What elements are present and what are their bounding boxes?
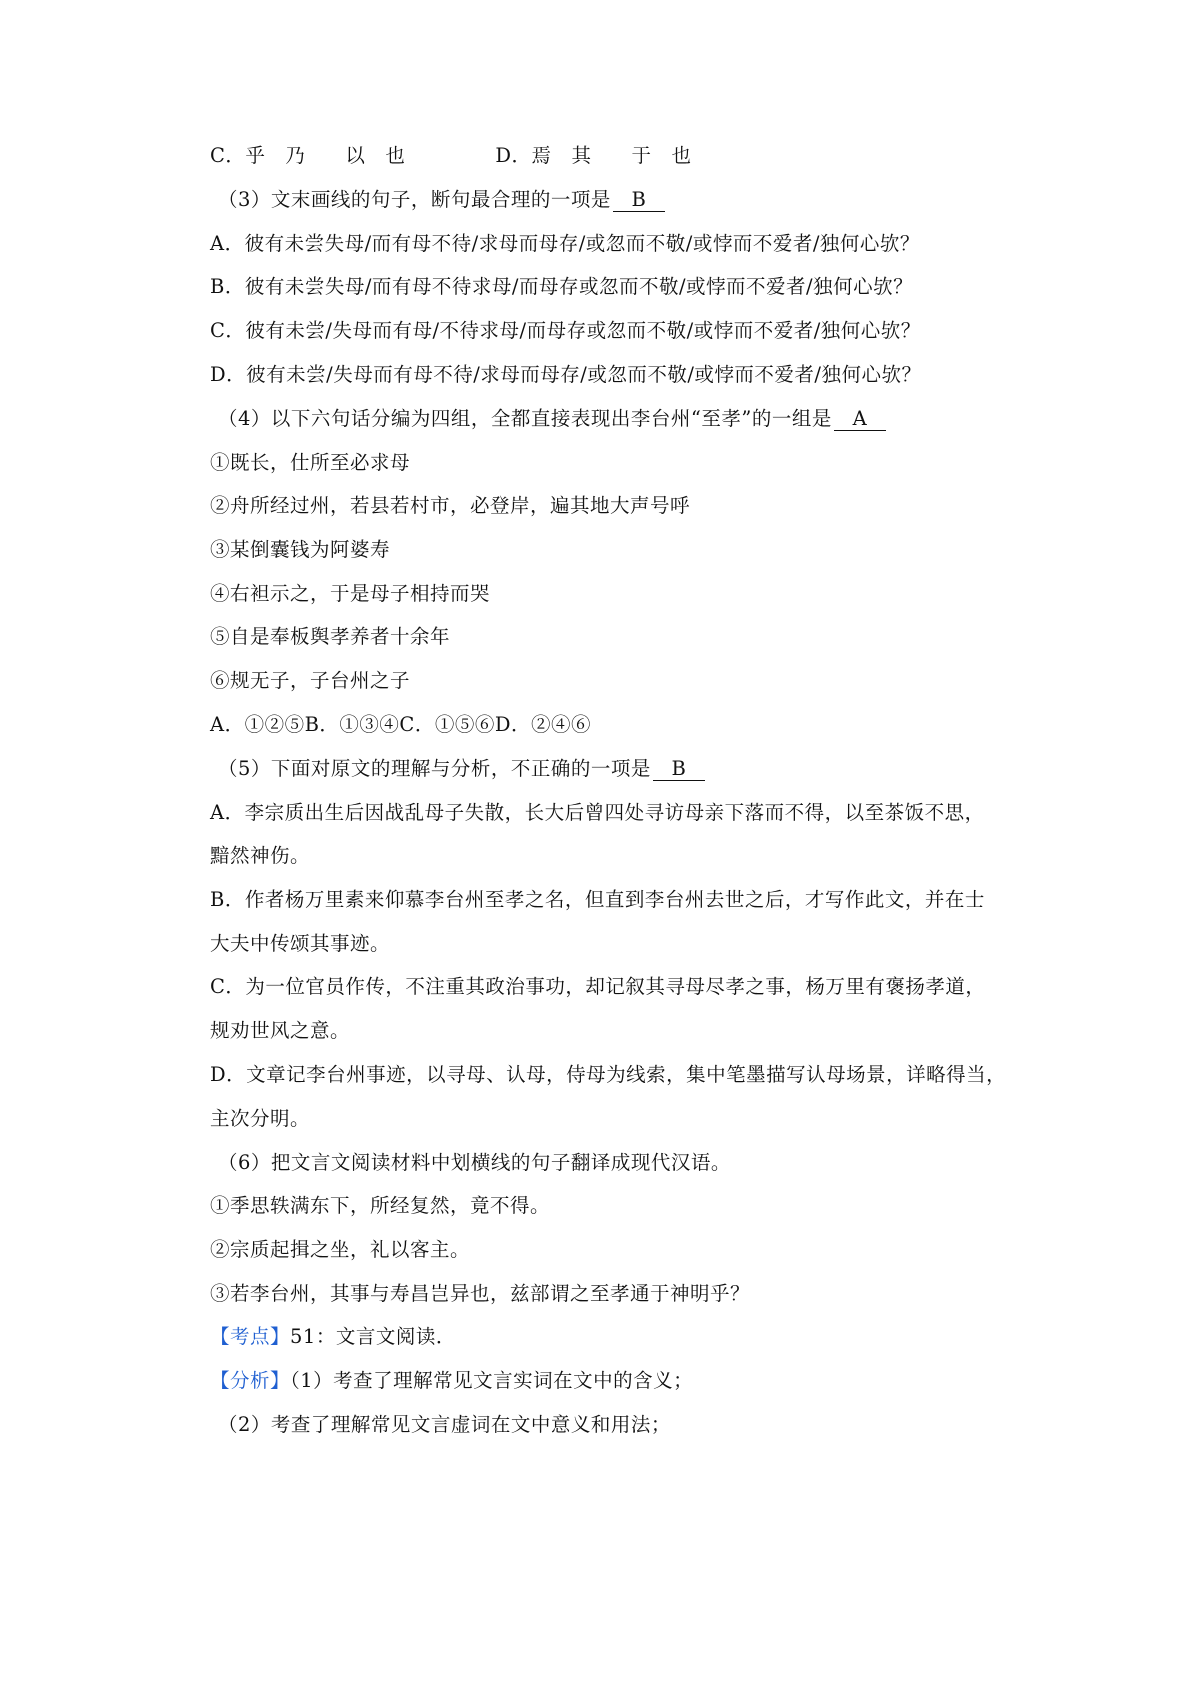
question-5-option-a-line-1: A．李宗质出生后因战乱母子失散，长大后曾四处寻访母亲下落而不得，以至茶饭不思， bbox=[210, 801, 985, 824]
question-3-stem bbox=[218, 186, 665, 214]
question-3-option-b: B．彼有未尝失母/而有母不待求母/而母存或忽而不敬/或悖而不爱者/独何心欤？ bbox=[210, 275, 914, 298]
question-3-option-d: D．彼有未尝/失母而有母不待/求母而母存/或忽而不敬/或悖而不爱者/独何心欤？ bbox=[210, 363, 922, 386]
question-5-option-c-line-1: C．为一位官员作传，不注重其政治事功，却记叙其寻母尽孝之事，杨万里有褒扬孝道， bbox=[210, 975, 986, 998]
question-4-item-3: ③某倒囊钱为阿婆寿 bbox=[210, 538, 391, 561]
question-6-stem: （6）把文言文阅读材料中划横线的句子翻译成现代汉语。 bbox=[218, 1151, 731, 1174]
analysis-line-2: （2）考查了理解常见文言虚词在文中意义和用法； bbox=[218, 1413, 671, 1436]
question-5-option-d-line-2: 主次分明。 bbox=[210, 1107, 311, 1130]
question-3-answer: B bbox=[613, 189, 665, 212]
question-5-option-a-line-2: 黯然神伤。 bbox=[210, 844, 311, 867]
question-5-option-c-line-2: 规劝世风之意。 bbox=[210, 1019, 351, 1042]
fenxi-text: （1）考查了理解常见文言实词在文中的含义； bbox=[290, 1369, 694, 1392]
question-5-option-b-line-1: B．作者杨万里素来仰慕李台州至孝之名，但直到李台州去世之后，才写作此文，并在士 bbox=[210, 888, 985, 911]
question-6-item-1: ①季思轶满东下，所经复然，竟不得。 bbox=[210, 1194, 551, 1217]
option-c: C．乎 乃 以 也 bbox=[210, 144, 406, 167]
question-4-item-2: ②舟所经过州，若县若村市，必登岸，遍其地大声号呼 bbox=[210, 494, 691, 517]
question-5-option-b-line-2: 大夫中传颂其事迹。 bbox=[210, 932, 391, 955]
question-4-item-1: ①既长，仕所至必求母 bbox=[210, 451, 411, 474]
question-4-options: A．①②⑤B．①③④C．①⑤⑥D．②④⑥ bbox=[210, 713, 591, 736]
fenxi-tag: 【分析】 bbox=[210, 1369, 291, 1392]
option-d: D．焉 其 于 也 bbox=[495, 144, 692, 167]
question-3-option-a: A．彼有未尝失母/而有母不待/求母而母存/或忽而不敬/或悖而不爱者/独何心欤？ bbox=[210, 232, 920, 255]
kaodian-line bbox=[210, 1323, 456, 1351]
options-row-cd bbox=[210, 142, 692, 170]
question-4-item-4: ④右袒示之，于是母子相持而哭 bbox=[210, 582, 491, 605]
fenxi-line bbox=[210, 1367, 693, 1395]
question-4-answer: A bbox=[834, 408, 886, 431]
question-6-item-2: ②宗质起揖之坐，礼以客主。 bbox=[210, 1238, 471, 1261]
question-5-text: （5）下面对原文的理解与分析，不正确的一项是 bbox=[218, 757, 651, 780]
question-4-item-6: ⑥规无子，子台州之子 bbox=[210, 669, 411, 692]
question-3-text: （3）文末画线的句子，断句最合理的一项是 bbox=[218, 188, 611, 211]
question-5-option-d-line-1: D．文章记李台州事迹，以寻母、认母，侍母为线索，集中笔墨描写认母场景，详略得当， bbox=[210, 1063, 1007, 1086]
question-4-text: （4）以下六句话分编为四组，全都直接表现出李台州“至孝”的一组是 bbox=[218, 407, 832, 430]
question-4-stem bbox=[218, 405, 886, 433]
question-6-item-3: ③若李台州，其事与寿昌岂异也，兹部谓之至孝通于神明乎？ bbox=[210, 1282, 751, 1305]
question-3-option-c: C．彼有未尝/失母而有母/不待求母/而母存或忽而不敬/或悖而不爱者/独何心欤？ bbox=[210, 319, 921, 342]
kaodian-tag: 【考点】 bbox=[210, 1325, 291, 1348]
kaodian-text: 51：文言文阅读． bbox=[290, 1325, 456, 1348]
question-5-answer: B bbox=[653, 758, 705, 781]
question-5-stem bbox=[218, 755, 705, 783]
question-4-item-5: ⑤自是奉板舆孝养者十余年 bbox=[210, 625, 451, 648]
